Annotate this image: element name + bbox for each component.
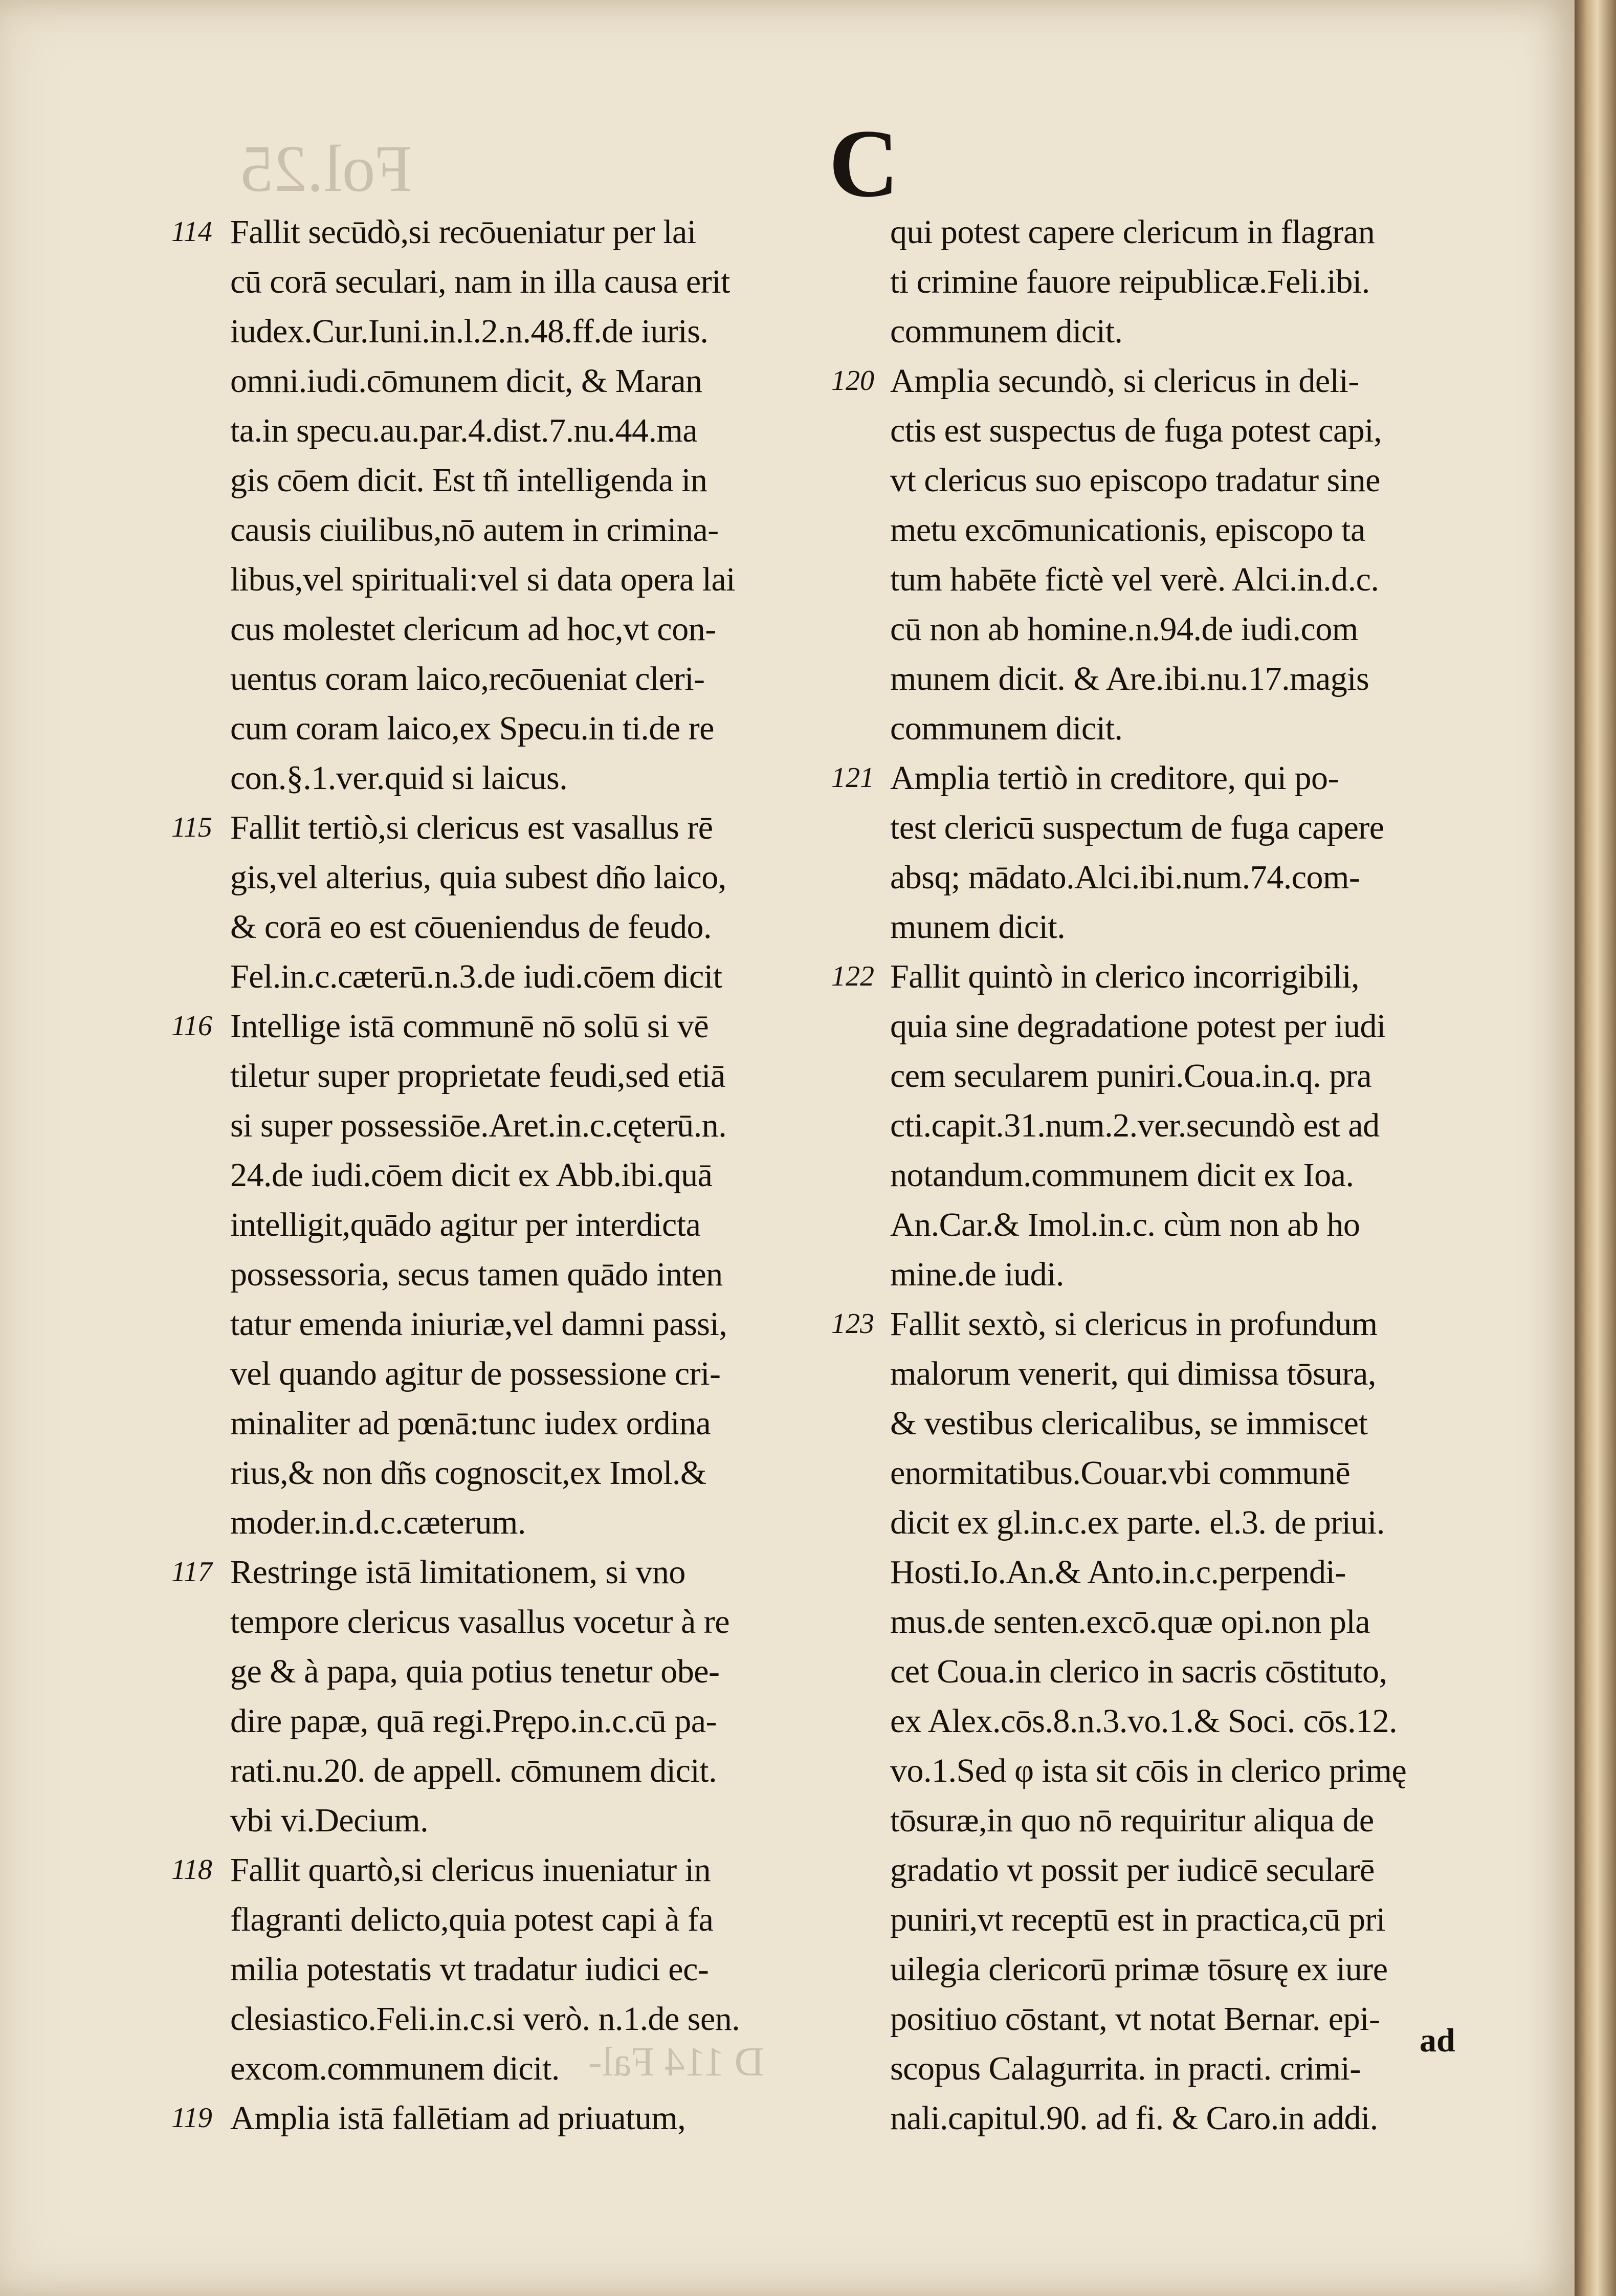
text-line: cū corā seculari, nam in illa causa erit (230, 263, 730, 300)
text-line: intelligit,quādo agitur per interdicta (230, 1206, 701, 1243)
text-line: possessoria, secus tamen quādo inten (230, 1256, 723, 1293)
text-line: ctis est suspectus de fuga potest capi, (890, 412, 1382, 449)
text-line: clesiastico.Feli.in.c.si verò. n.1.de sen. (230, 2000, 740, 2038)
text-line: vo.1.Sed φ ista sit cōis in clerico primę (890, 1752, 1407, 1789)
text-line: notandum.communem dicit ex Ioa. (890, 1156, 1354, 1194)
text-line: Intellige istā communē nō solū si vē (230, 1008, 709, 1045)
text-line: rati.nu.20. de appell. cōmunem dicit. (230, 1752, 717, 1789)
paragraph-number: 117 (171, 1556, 212, 1588)
text-line: Hosti.Io.An.& Anto.in.c.perpendi- (890, 1554, 1346, 1591)
text-line: puniri,vt receptū est in practica,cū pri (890, 1901, 1385, 1938)
text-line: moder.in.d.c.cæterum. (230, 1504, 526, 1541)
text-line: cti.capit.31.num.2.ver.secundò est ad (890, 1107, 1380, 1144)
text-line: qui potest capere clericum in flagran (890, 213, 1375, 251)
text-line: Restringe istā limitationem, si vno (230, 1554, 685, 1591)
text-line: gis,vel alterius, quia subest dño laico, (230, 859, 726, 896)
paragraph (171, 207, 880, 803)
text-line: ex Alex.cōs.8.n.3.vo.1.& Soci. cōs.12. (890, 1702, 1398, 1740)
text-line: ge & à papa, quia potius tenetur obe- (230, 1653, 720, 1690)
text-line: scopus Calagurrita. in practi. crimi- (890, 2050, 1361, 2087)
paragraph (171, 1001, 880, 1547)
paragraph-number: 123 (831, 1308, 874, 1340)
text-line: mine.de iudi. (890, 1256, 1064, 1293)
catchword: ad (1420, 2022, 1455, 2059)
text-line: cus molestet clericum ad hoc,vt con- (230, 610, 716, 648)
text-line: gis cōem dicit. Est tñ intelligenda in (230, 462, 707, 499)
text-line: vel quando agitur de possessione cri- (230, 1355, 721, 1392)
paragraph-number: 114 (171, 216, 212, 248)
text-line: tiletur super proprietate feudi,sed etiā (230, 1057, 725, 1095)
text-line: uilegia clericorū primæ tōsurę ex iure (890, 1951, 1388, 1988)
text-line: milia potestatis vt tradatur iudici ec- (230, 1951, 709, 1988)
text-line: tōsuræ,in quo nō requiritur aliqua de (890, 1802, 1374, 1839)
text-line: Fallit sextò, si clericus in profundum (890, 1305, 1378, 1343)
text-line: ti crimine fauore reipublicæ.Feli.ibi. (890, 263, 1370, 300)
text-line: Fallit quintò in clerico incorrigibili, (890, 958, 1360, 995)
text-line: malorum venerit, qui dimissa tōsura, (890, 1355, 1376, 1392)
text-line: uentus coram laico,recōueniat cleri- (230, 660, 705, 697)
show-through-header: Fol.25 (240, 132, 412, 206)
page-edge (1575, 0, 1616, 2296)
text-line: munem dicit. & Are.ibi.nu.17.magis (890, 660, 1369, 697)
text-line: dire papæ, quā regi.Prępo.in.c.cū pa- (230, 1702, 717, 1740)
text-line: causis ciuilibus,nō autem in crimina- (230, 511, 719, 549)
text-line: test clericū suspectum de fuga capere (890, 809, 1384, 846)
text-line: tempore clericus vasallus vocetur à re (230, 1603, 730, 1641)
text-line: Fallit tertiò,si clericus est vasallus rē (230, 809, 713, 846)
text-line: vbi vi.Decium. (230, 1802, 429, 1839)
text-line: omni.iudi.cōmunem dicit, & Maran (230, 362, 702, 400)
text-line: positiuo cōstant, vt notat Bernar. epi- (890, 2000, 1380, 2038)
text-line: tum habēte fictè vel verè. Alci.in.d.c. (890, 561, 1379, 598)
text-line: metu excōmunicationis, episcopo ta (890, 511, 1365, 549)
text-line: ta.in specu.au.par.4.dist.7.nu.44.ma (230, 412, 698, 449)
text-line: quia sine degradatione potest per iudi (890, 1008, 1386, 1045)
paragraph-number: 121 (831, 762, 874, 794)
paragraph (831, 753, 1499, 952)
text-line: An.Car.& Imol.in.c. cùm non ab ho (890, 1206, 1360, 1243)
text-line: con.§.1.ver.quid si laicus. (230, 759, 568, 797)
text-line: cum coram laico,ex Specu.in ti.de re (230, 710, 714, 747)
text-line: 24.de iudi.cōem dicit ex Abb.ibi.quā (230, 1156, 713, 1194)
signature-mark: C (829, 110, 899, 217)
text-line: Amplia secundò, si clericus in deli- (890, 362, 1359, 400)
text-line: cem secularem puniri.Coua.in.q. pra (890, 1057, 1372, 1095)
paragraph (171, 1845, 880, 2093)
text-line: Amplia tertiò in creditore, qui po- (890, 759, 1339, 797)
paragraph (171, 1547, 880, 1845)
text-line: communem dicit. (890, 313, 1123, 350)
text-line: libus,vel spirituali:vel si data opera lai (230, 561, 736, 598)
paragraph (171, 803, 880, 1001)
paragraph-number: 116 (171, 1010, 212, 1042)
text-line: mus.de senten.excō.quæ opi.non pla (890, 1603, 1370, 1641)
text-line: absq; mādato.Alci.ibi.num.74.com- (890, 859, 1360, 896)
text-line: communem dicit. (890, 710, 1123, 747)
paragraph-number: 120 (831, 365, 874, 397)
paragraph-number: 119 (171, 2102, 212, 2134)
text-line: excom.communem dicit. (230, 2050, 560, 2087)
text-line: Fallit quartò,si clericus inueniatur in (230, 1851, 711, 1889)
text-line: & corā eo est cōueniendus de feudo. (230, 908, 712, 946)
paragraph (831, 952, 1499, 1299)
text-line: cet Coua.in clerico in sacris cōstituto, (890, 1653, 1387, 1690)
paragraph (171, 2093, 880, 2143)
text-line: flagranti delicto,quia potest capi à fa (230, 1901, 714, 1938)
text-line: si super possessiōe.Aret.in.c.cęterū.n. (230, 1107, 727, 1144)
text-line: rius,& non dñs cognoscit,ex Imol.& (230, 1454, 706, 1492)
text-line: tatur emenda iniuriæ,vel damni passi, (230, 1305, 727, 1343)
right-column (831, 207, 1499, 2143)
text-line: gradatio vt possit per iudicē secularē (890, 1851, 1375, 1889)
text-line: Fel.in.c.cæterū.n.3.de iudi.cōem dicit (230, 958, 722, 995)
paragraph (890, 207, 1499, 356)
text-line: Fallit secūdò,si recōueniatur per lai (230, 213, 696, 251)
paragraph-number: 115 (171, 812, 212, 843)
text-line: enormitatibus.Couar.vbi communē (890, 1454, 1351, 1492)
left-column (171, 207, 880, 2143)
text-line: & vestibus clericalibus, se immiscet (890, 1405, 1368, 1442)
text-line: minaliter ad pœnā:tunc iudex ordina (230, 1405, 711, 1442)
paragraph-number: 118 (171, 1854, 212, 1886)
paragraph-number: 122 (831, 960, 874, 992)
paragraph (831, 1299, 1499, 2143)
text-line: nali.capitul.90. ad fi. & Caro.in addi. (890, 2100, 1378, 2137)
text-line: vt clericus suo episcopo tradatur sine (890, 462, 1380, 499)
show-through-footer: D 114 Fal- (588, 2040, 764, 2085)
text-line: Amplia istā fallētiam ad priuatum, (230, 2100, 686, 2137)
paragraph (831, 356, 1499, 753)
text-line: iudex.Cur.Iuni.in.l.2.n.48.ff.de iuris. (230, 313, 709, 350)
text-line: cū non ab homine.n.94.de iudi.com (890, 610, 1358, 648)
text-line: munem dicit. (890, 908, 1066, 946)
text-line: dicit ex gl.in.c.ex parte. el.3. de priui. (890, 1504, 1385, 1541)
